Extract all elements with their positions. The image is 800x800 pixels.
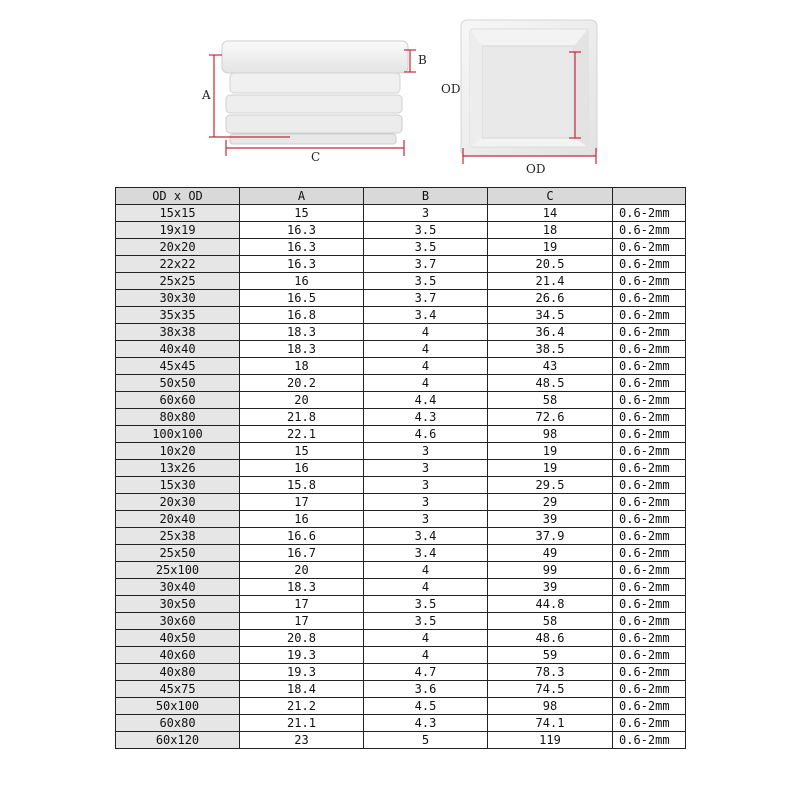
cell-b: 3 (364, 460, 488, 477)
table-row (116, 443, 686, 460)
cell-thickness: 0.6-2mm (613, 528, 686, 545)
cell-thickness: 0.6-2mm (613, 545, 686, 562)
cell-thickness: 0.6-2mm (613, 562, 686, 579)
table-row (116, 409, 686, 426)
cell-c: 74.5 (488, 681, 613, 698)
cell-od-size: 30x40 (116, 579, 240, 596)
cell-od-size: 20x30 (116, 494, 240, 511)
cell-b: 3.5 (364, 273, 488, 290)
cell-od-size: 30x30 (116, 290, 240, 307)
cell-od-size: 40x40 (116, 341, 240, 358)
cell-thickness: 0.6-2mm (613, 426, 686, 443)
cell-thickness: 0.6-2mm (613, 443, 686, 460)
table-row (116, 732, 686, 749)
table-body (116, 205, 686, 749)
cell-a: 16.3 (240, 239, 364, 256)
cell-a: 23 (240, 732, 364, 749)
cell-thickness: 0.6-2mm (613, 239, 686, 256)
cell-b: 4.3 (364, 715, 488, 732)
cell-thickness: 0.6-2mm (613, 222, 686, 239)
header-b: B (364, 188, 488, 205)
cell-od-size: 100x100 (116, 426, 240, 443)
header-a: A (240, 188, 364, 205)
cell-a: 16.3 (240, 222, 364, 239)
label-a: A (202, 88, 211, 102)
header-thickness (613, 188, 686, 205)
cell-od-size: 15x15 (116, 205, 240, 222)
cell-b: 3.4 (364, 545, 488, 562)
cell-od-size: 60x120 (116, 732, 240, 749)
table-row (116, 460, 686, 477)
cell-b: 4 (364, 562, 488, 579)
cell-thickness: 0.6-2mm (613, 647, 686, 664)
cell-b: 3.5 (364, 222, 488, 239)
table-row (116, 256, 686, 273)
cell-od-size: 38x38 (116, 324, 240, 341)
cell-c: 29 (488, 494, 613, 511)
label-b: B (418, 53, 427, 67)
cell-a: 16.3 (240, 256, 364, 273)
cell-a: 18 (240, 358, 364, 375)
cell-a: 17 (240, 613, 364, 630)
cell-od-size: 15x30 (116, 477, 240, 494)
cell-thickness: 0.6-2mm (613, 290, 686, 307)
cell-thickness: 0.6-2mm (613, 375, 686, 392)
cell-b: 3 (364, 205, 488, 222)
table-row (116, 511, 686, 528)
cell-b: 4 (364, 375, 488, 392)
cell-thickness: 0.6-2mm (613, 477, 686, 494)
cell-b: 3.6 (364, 681, 488, 698)
table-row (116, 477, 686, 494)
cell-od-size: 25x38 (116, 528, 240, 545)
cell-a: 16.8 (240, 307, 364, 324)
cell-thickness: 0.6-2mm (613, 460, 686, 477)
cell-b: 3.5 (364, 613, 488, 630)
cell-b: 4 (364, 630, 488, 647)
cell-c: 19 (488, 460, 613, 477)
table-row (116, 426, 686, 443)
label-c: C (311, 150, 321, 164)
cell-c: 19 (488, 443, 613, 460)
cell-a: 19.3 (240, 664, 364, 681)
header-c: C (488, 188, 613, 205)
cell-b: 3.7 (364, 290, 488, 307)
cell-a: 18.3 (240, 341, 364, 358)
cell-b: 4 (364, 358, 488, 375)
cell-thickness: 0.6-2mm (613, 307, 686, 324)
cell-od-size: 45x75 (116, 681, 240, 698)
cell-a: 15 (240, 205, 364, 222)
cell-b: 3 (364, 511, 488, 528)
cell-b: 4.4 (364, 392, 488, 409)
table-row (116, 528, 686, 545)
cell-b: 4.3 (364, 409, 488, 426)
cell-c: 49 (488, 545, 613, 562)
cell-thickness: 0.6-2mm (613, 409, 686, 426)
cell-c: 72.6 (488, 409, 613, 426)
cell-b: 4 (364, 579, 488, 596)
table-row (116, 375, 686, 392)
cell-a: 16 (240, 511, 364, 528)
cell-a: 22.1 (240, 426, 364, 443)
cell-c: 29.5 (488, 477, 613, 494)
cell-a: 16.6 (240, 528, 364, 545)
cell-od-size: 22x22 (116, 256, 240, 273)
cell-c: 34.5 (488, 307, 613, 324)
cell-c: 37.9 (488, 528, 613, 545)
cell-a: 20 (240, 562, 364, 579)
table-row (116, 290, 686, 307)
cell-thickness: 0.6-2mm (613, 494, 686, 511)
table-row (116, 341, 686, 358)
cell-od-size: 40x60 (116, 647, 240, 664)
table-row (116, 392, 686, 409)
cell-od-size: 20x20 (116, 239, 240, 256)
cell-b: 4.7 (364, 664, 488, 681)
table-row (116, 579, 686, 596)
table-row (116, 494, 686, 511)
cell-b: 4 (364, 324, 488, 341)
cell-c: 18 (488, 222, 613, 239)
cell-b: 4 (364, 341, 488, 358)
cell-od-size: 40x50 (116, 630, 240, 647)
cell-a: 19.3 (240, 647, 364, 664)
cell-thickness: 0.6-2mm (613, 358, 686, 375)
cell-b: 3 (364, 477, 488, 494)
table-header-row (116, 188, 686, 205)
table-row (116, 681, 686, 698)
cell-a: 16 (240, 460, 364, 477)
table-row (116, 205, 686, 222)
cell-a: 20.2 (240, 375, 364, 392)
table-row (116, 698, 686, 715)
table-row (116, 324, 686, 341)
cell-thickness: 0.6-2mm (613, 341, 686, 358)
table-row (116, 307, 686, 324)
label-od-side: OD (441, 82, 461, 96)
cell-c: 59 (488, 647, 613, 664)
cell-od-size: 25x50 (116, 545, 240, 562)
cell-b: 3 (364, 494, 488, 511)
cell-od-size: 50x100 (116, 698, 240, 715)
cell-c: 98 (488, 426, 613, 443)
cell-a: 18.3 (240, 324, 364, 341)
cell-thickness: 0.6-2mm (613, 613, 686, 630)
cell-b: 4.5 (364, 698, 488, 715)
spec-table (115, 187, 686, 749)
cell-thickness: 0.6-2mm (613, 698, 686, 715)
cell-od-size: 50x50 (116, 375, 240, 392)
cell-thickness: 0.6-2mm (613, 273, 686, 290)
cell-b: 3.7 (364, 256, 488, 273)
cell-a: 15 (240, 443, 364, 460)
cell-od-size: 25x25 (116, 273, 240, 290)
cell-thickness: 0.6-2mm (613, 664, 686, 681)
cell-b: 3 (364, 443, 488, 460)
cell-od-size: 19x19 (116, 222, 240, 239)
cell-thickness: 0.6-2mm (613, 511, 686, 528)
cell-c: 20.5 (488, 256, 613, 273)
label-od-bottom: OD (526, 162, 546, 176)
cell-od-size: 13x26 (116, 460, 240, 477)
cell-c: 21.4 (488, 273, 613, 290)
cell-b: 4.6 (364, 426, 488, 443)
cell-c: 74.1 (488, 715, 613, 732)
cell-c: 99 (488, 562, 613, 579)
cell-c: 48.5 (488, 375, 613, 392)
cell-a: 17 (240, 494, 364, 511)
table-row (116, 647, 686, 664)
cell-a: 21.1 (240, 715, 364, 732)
table-row (116, 562, 686, 579)
table-row (116, 596, 686, 613)
cell-c: 19 (488, 239, 613, 256)
cell-a: 16.7 (240, 545, 364, 562)
cell-od-size: 45x45 (116, 358, 240, 375)
cell-thickness: 0.6-2mm (613, 205, 686, 222)
cell-c: 58 (488, 613, 613, 630)
cell-b: 5 (364, 732, 488, 749)
cell-od-size: 60x80 (116, 715, 240, 732)
cell-c: 48.6 (488, 630, 613, 647)
cell-a: 18.4 (240, 681, 364, 698)
cell-od-size: 40x80 (116, 664, 240, 681)
table-row (116, 664, 686, 681)
cell-c: 14 (488, 205, 613, 222)
cell-od-size: 35x35 (116, 307, 240, 324)
cell-thickness: 0.6-2mm (613, 630, 686, 647)
cell-od-size: 30x60 (116, 613, 240, 630)
header-od: OD x OD (116, 188, 240, 205)
cell-b: 4 (364, 647, 488, 664)
cell-thickness: 0.6-2mm (613, 392, 686, 409)
cell-thickness: 0.6-2mm (613, 579, 686, 596)
cell-c: 26.6 (488, 290, 613, 307)
cell-od-size: 60x60 (116, 392, 240, 409)
table-row (116, 273, 686, 290)
cell-c: 98 (488, 698, 613, 715)
cell-thickness: 0.6-2mm (613, 715, 686, 732)
table-row (116, 630, 686, 647)
table-row (116, 545, 686, 562)
cell-b: 3.4 (364, 528, 488, 545)
cell-c: 39 (488, 511, 613, 528)
table-row (116, 222, 686, 239)
cell-c: 39 (488, 579, 613, 596)
table-row (116, 715, 686, 732)
cell-c: 38.5 (488, 341, 613, 358)
product-diagram (0, 0, 800, 185)
cell-c: 43 (488, 358, 613, 375)
cell-thickness: 0.6-2mm (613, 324, 686, 341)
cell-a: 18.3 (240, 579, 364, 596)
cell-od-size: 10x20 (116, 443, 240, 460)
table-row (116, 358, 686, 375)
cell-thickness: 0.6-2mm (613, 256, 686, 273)
cell-od-size: 20x40 (116, 511, 240, 528)
cell-a: 17 (240, 596, 364, 613)
cell-a: 21.8 (240, 409, 364, 426)
cell-a: 16 (240, 273, 364, 290)
cell-b: 3.4 (364, 307, 488, 324)
cell-c: 119 (488, 732, 613, 749)
cell-od-size: 80x80 (116, 409, 240, 426)
dimension-drawing (0, 0, 800, 185)
cell-a: 21.2 (240, 698, 364, 715)
cell-c: 44.8 (488, 596, 613, 613)
cell-od-size: 30x50 (116, 596, 240, 613)
cell-b: 3.5 (364, 596, 488, 613)
cell-c: 36.4 (488, 324, 613, 341)
cell-a: 20 (240, 392, 364, 409)
cell-thickness: 0.6-2mm (613, 732, 686, 749)
side-view (222, 41, 408, 144)
cell-od-size: 25x100 (116, 562, 240, 579)
cell-thickness: 0.6-2mm (613, 596, 686, 613)
cell-a: 20.8 (240, 630, 364, 647)
table-row (116, 613, 686, 630)
cell-thickness: 0.6-2mm (613, 681, 686, 698)
top-view (461, 20, 597, 156)
cell-c: 78.3 (488, 664, 613, 681)
table-row (116, 239, 686, 256)
cell-a: 15.8 (240, 477, 364, 494)
cell-b: 3.5 (364, 239, 488, 256)
cell-c: 58 (488, 392, 613, 409)
cell-a: 16.5 (240, 290, 364, 307)
